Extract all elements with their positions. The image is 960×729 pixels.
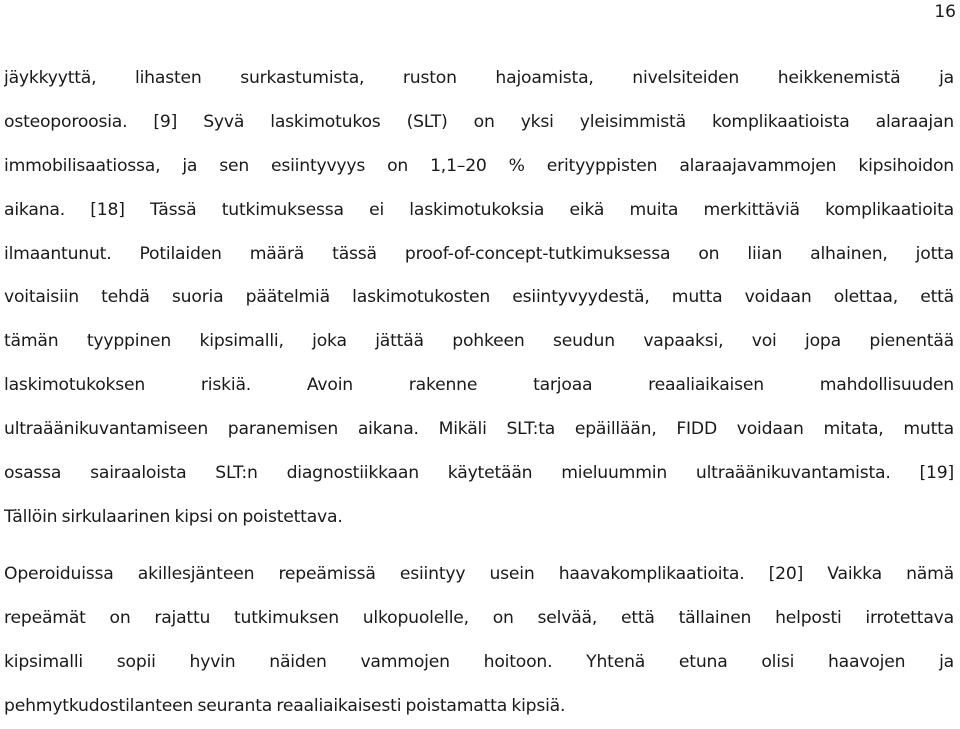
page-number: 16	[934, 2, 956, 22]
text-line: jäykkyyttä, lihasten surkastumista, ruston hajoamista, nivelsiteiden heikkenemistä ja	[4, 68, 954, 88]
text-line: laskimotukoksen riskiä. Avoin rakenne tarjoaa reaaliaikaisen mahdollisuuden	[4, 375, 954, 396]
body-paragraph-2	[4, 553, 954, 729]
text-line: Operoiduissa akillesjänteen repeämissä esiintyy usein haavakomplikaatioita. [20] Vaikka nämä	[4, 564, 954, 584]
text-line: pehmytkudostilanteen seuranta reaaliaikaisesti poistamatta kipsiä.	[4, 695, 566, 716]
text-line: immobilisaatiossa, ja sen esiintyvyys on 1,1–20 % erityyppisten alaraajavammojen kipsihoidon	[4, 155, 954, 176]
text-line: repeämät on rajattu tutkimuksen ulkopuolelle, on selvää, että tällainen helposti irrotettava	[4, 607, 954, 628]
text-line: aikana. [18] Tässä tutkimuksessa ei laskimotukoksia eikä muita merkittäviä komplikaatioita	[4, 199, 954, 220]
body-paragraph-1	[4, 57, 954, 540]
text-line: osteoporoosia. [9] Syvä laskimotukos (SLT) on yksi yleisimmistä komplikaatioista alaraajan	[4, 111, 954, 132]
text-line: tämän tyyppinen kipsimalli, joka jättää pohkeen seudun vapaaksi, voi jopa pienentää	[4, 331, 954, 352]
text-line: ultraäänikuvantamiseen paranemisen aikana. Mikäli SLT:ta epäillään, FIDD voidaan mitata, mutta	[4, 419, 954, 440]
text-line: osassa sairaaloista SLT:n diagnostiikkaan käytetään mieluummin ultraäänikuvantamista. [19]	[4, 463, 954, 484]
text-line: ilmaantunut. Potilaiden määrä tässä proof-of-concept-tutkimuksessa on liian alhainen, jotta	[4, 243, 954, 264]
text-line: Tällöin sirkulaarinen kipsi on poistettava.	[4, 506, 343, 527]
text-line: kipsimalli sopii hyvin näiden vammojen hoitoon. Yhtenä etuna olisi haavojen ja	[4, 651, 954, 672]
text-line: voitaisiin tehdä suoria päätelmiä laskimotukosten esiintyvyydestä, mutta voidaan olettaa, että	[4, 287, 954, 308]
